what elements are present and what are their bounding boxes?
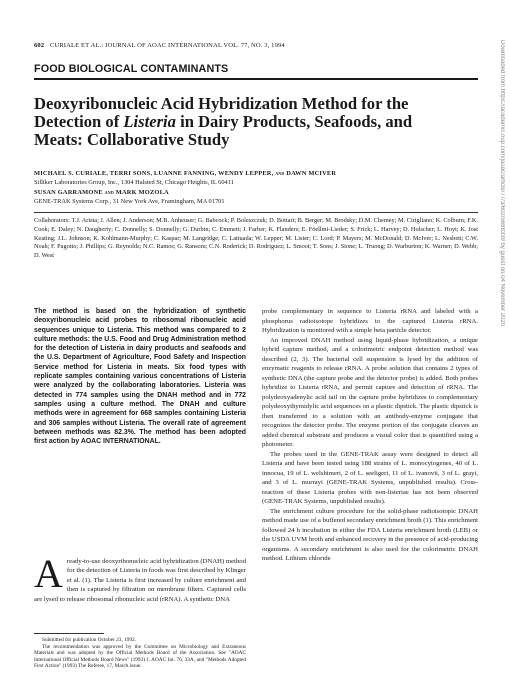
author-line-2: SUSAN GARRAMONE and MARK MOZOLA xyxy=(34,188,169,196)
article-title xyxy=(34,95,464,150)
paragraph-4: The enrichment culture procedure for the solid-phase radioisotopic DNAH method made use of a buffered secondary enrichment broth (1). This enrichment followed 24 h incubation in either the FDA Listeria enrichment broth (LEB) or the USDA UVM broth and enhanced recovery in the presence of acid-producing organisms. A secondary enrichment is also used for the colorimetric DNAH method. Lithium chloride xyxy=(262,507,478,562)
journal-citation: CURIALE ET AL.: JOURNAL OF AOAC INTERNATIONAL VOL. 77, NO. 3, 1994 xyxy=(49,42,285,49)
footnote-submitted: Submitted for publication October 23, 1992. xyxy=(42,637,137,643)
paragraph-2: An improved DNAH method using liquid-phase hybridization, a unique hybrid capture method, and a colorimetric endpoint detection method was described (2, 3). The bacterial cell suspension is lysed by the addition of enzymatic reagents to release rRNA. A probe solution that contains 2 types of synthetic DNA (the capture probe and the detector probe) is added. Both probes hybridize to Listeria rRNA, and permit capture and detection of rRNA. The polydeoxyadenylic acid tail on the capture probe hybridizes to complementary polydeoxythymidylic acid sequences on a plastic dipstick. The plastic dipstick is then transferred to a solution with an antibody-enzyme conjugate that recognizes the detector probe. The enzyme portion of the conjugate cleaves an added chemical substrate and produces a visual color that is quantified using a photometer. xyxy=(262,336,478,448)
title-part2: in Dairy Products, Seafoods, and Meats: Collaborative Study xyxy=(34,112,413,150)
section-rule xyxy=(34,78,478,80)
section-heading: FOOD BIOLOGICAL CONTAMINANTS xyxy=(34,63,229,75)
collaborators-list: Collaborators: T.J. Arista; J. Allen; J. Anderson; M.B. Anheuser; G. Babcock; P. Boleszczuk; D. Bottari; B. Berger; M. Brodsky; D.M. Chemey; M. Cirigliano; K. Colburn; F.K. Cook; E. Daley; N. Daugherty; C. Donnelly; S. Donnelly; G. Durbin; C. Emmett; J. Farber; K. Flanders; E. Föellmi-Lieder; S. Frick; L. Harvey; D. Holscher; L. Hoyt; K. Jost Keating; J.L. Johnson; K. Kohlmann-Murphy; C. Kaspar; M. Langridge; C. Lattuada; W. Lepper; M. Lister; C. Lord; P. Mayers; M. McDonald; D. McIver; L. Nesbett; C.W. Noah; F. Pagotto; J. Phillips; G. Reynolds; N.C. Ramos; G. Ransom; C.N. Roderick; D. Rodriguez; L. Smoot; T. Sons; J. Stone; L. Truong; D. Warburton; K. Warner; D. Webb; D. West xyxy=(34,217,478,260)
right-column xyxy=(262,307,478,564)
paragraph-1: probe complementary in sequence to Listeria rRNA and labeled with a phosphorus radioisotope hybridizes to the captured Listeria rRNA. Hybridization is monitored with a simple beta particle detector. xyxy=(262,308,478,334)
affiliation-2: GENE-TRAK Systems Corp., 31 New York Ave, Framingham, MA 01701 xyxy=(34,198,225,206)
title-part1: Deoxyribonucleic Acid Hybridization Method for the Detection of xyxy=(34,94,409,132)
author-rule xyxy=(34,212,478,213)
introduction-paragraph xyxy=(34,551,246,604)
download-watermark: Downloaded from https://academic.oup.com/jaoac/article/77/3/602/5688339 by guest on 04 November 2020 xyxy=(499,40,505,327)
footnotes xyxy=(34,637,246,670)
footnote-rule xyxy=(34,633,104,634)
drop-cap: A xyxy=(34,551,63,596)
affiliation-1: Silliker Laboratories Group, Inc., 1304 Halsted St, Chicago Heights, IL 60411 xyxy=(34,179,234,187)
running-head xyxy=(34,42,285,49)
title-italic: Listeria xyxy=(123,112,176,132)
abstract: The method is based on the hybridization of synthetic deoxyribonucleic acid probes to ribosomal ribonucleic acid sequences unique to Listeria. This method was compared to 2 culture methods: the U.S. Food and Drug Administration method for the detection of Listeria in dairy products and seafoods and the U.S. Department of Agriculture, Food Safety and Inspection Service method for Listeria in meats. Six food types with replicate samples containing various concentrations of Listeria were analyzed by the collaborating laboratories. Listeria was detected in 774 samples using the DNAH method and in 772 samples using a culture method. The DNAH and culture methods were in agreement for 668 samples containing Listeria and 306 samples without Listeria. The overall rate of agreement between methods was 82.3%. The method has been adopted first action by AOAC INTERNATIONAL. xyxy=(34,308,246,446)
author-block xyxy=(34,169,474,207)
paragraph-3: The probes used in the GENE-TRAK assay were designed to detect all Listeria and have been tested using 188 strains of L. monocytogenes, 40 of L. innocua, 19 of L. welshimeri, 2 of L. seeligeri, 11 of L. ivanovii, 3 of L. grayi, and 3 of L. murrayi (GENE-TRAK Systems, unpublished results). Cross-reaction of these Listeria probes with non-listeriae has not been observed (GENE-TRAK Systems, unpublished results). xyxy=(262,450,478,505)
page-number: 602 xyxy=(34,42,45,49)
author-line-1: MICHAEL S. CURIALE, TERRI SONS, LUANNE FANNING, WENDY LEPPER, and DAWN MCIVER xyxy=(34,170,337,177)
intro-text: ready-to-use deoxyribonucleic acid hybridization (DNAH) method for the detection of Listeria in foods was first described by Klinger et al. (1). The Listeria is first increased by culture enrichment and then is captured by filtration on membrane filters. Captured cells are lysed to release ribosomal ribonucleic acid (rRNA). A synthetic DNA xyxy=(34,558,246,603)
footnote-recommendation: The recommendation was approved by the Committee on Microbiology and Extraneous Materials and was adopted by the Official Methods Board of the Association. See "AOAC International Official Methods Board News" (1993) J. AOAC Int. 76, 33A, and "Methods Adopted First Action" (1993) The Referee, 17, March issue. xyxy=(34,643,246,669)
